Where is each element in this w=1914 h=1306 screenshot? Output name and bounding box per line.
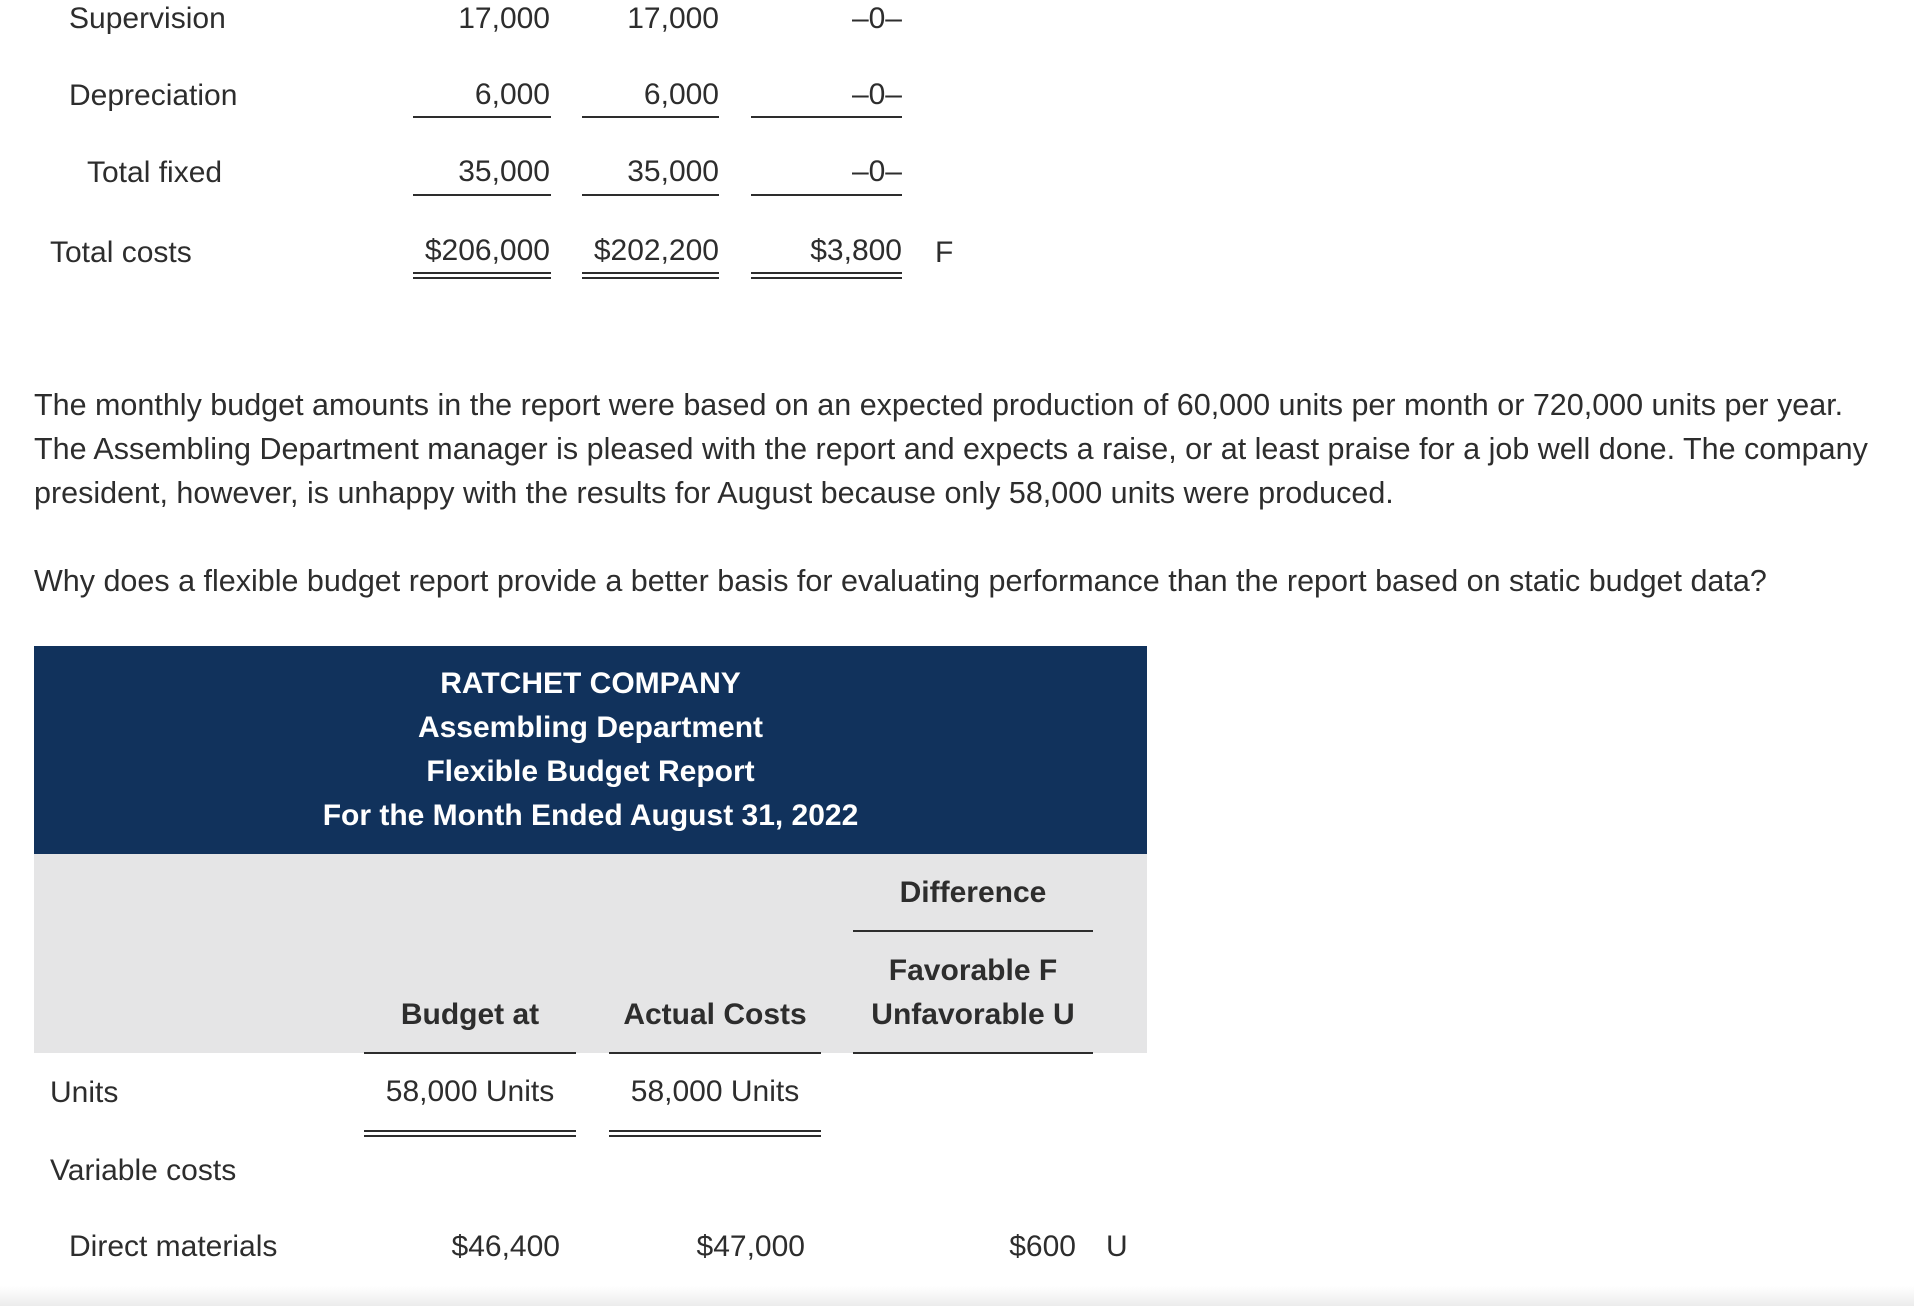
report-header xyxy=(34,646,1147,854)
question-text: Why does a flexible budget report provide a better basis for evaluating performance than the report based on static budget data? xyxy=(34,564,1767,598)
double-underline xyxy=(582,272,719,279)
row-label-total-fixed: Total fixed xyxy=(87,156,223,189)
total-costs-difference: $3,800 xyxy=(810,234,902,267)
underline xyxy=(413,116,551,118)
direct-materials-actual: $47,000 xyxy=(696,1230,805,1263)
total-fixed-actual: 35,000 xyxy=(627,155,719,188)
units-budget: 58,000 Units xyxy=(385,1075,555,1108)
company-name: RATCHET COMPANY xyxy=(440,667,741,700)
department-name: Assembling Department xyxy=(417,711,764,744)
direct-materials-difference: $600 xyxy=(1009,1230,1076,1263)
supervision-difference: –0– xyxy=(851,2,902,35)
row-label-supervision: Supervision xyxy=(69,2,226,35)
budget-column-header: Budget at xyxy=(400,998,540,1031)
underline xyxy=(853,930,1093,932)
bottom-edge xyxy=(0,1286,1914,1306)
underline xyxy=(582,116,719,118)
underline xyxy=(364,1052,576,1054)
underline xyxy=(751,116,902,118)
underline xyxy=(609,1052,821,1054)
total-fixed-budget: 35,000 xyxy=(458,155,550,188)
underline xyxy=(582,194,719,196)
row-label-direct-materials: Direct materials xyxy=(69,1230,278,1263)
total-costs-budget: $206,000 xyxy=(424,234,550,267)
total-costs-actual: $202,200 xyxy=(593,234,719,267)
row-label-units: Units xyxy=(50,1076,119,1109)
report-period: For the Month Ended August 31, 2022 xyxy=(322,799,859,832)
row-label-variable-costs: Variable costs xyxy=(50,1154,237,1187)
unfavorable-flag: U xyxy=(1106,1230,1128,1263)
underline xyxy=(751,194,902,196)
double-underline xyxy=(751,272,902,279)
row-label-depreciation: Depreciation xyxy=(69,79,238,112)
report-title: Flexible Budget Report xyxy=(426,755,755,788)
supervision-actual: 17,000 xyxy=(627,2,719,35)
total-fixed-difference: –0– xyxy=(851,155,902,188)
underline xyxy=(853,1052,1093,1054)
underline xyxy=(413,194,551,196)
double-underline xyxy=(609,1130,821,1137)
double-underline xyxy=(364,1130,576,1137)
difference-header: Difference xyxy=(899,876,1047,909)
double-underline xyxy=(413,272,551,279)
direct-materials-budget: $46,400 xyxy=(451,1230,560,1263)
favorable-header: Favorable F xyxy=(888,954,1058,987)
depreciation-difference: –0– xyxy=(851,78,902,111)
problem-paragraph: The monthly budget amounts in the report were based on an expected production of 60,000 units per month or 720,000 units per year. The Assembling Department manager is pleased with the report and expects a raise, or at least praise for a job well done. The company president, however, is unhappy with the results for August because only 58,000 units were produced. xyxy=(34,388,1868,510)
depreciation-budget: 6,000 xyxy=(474,78,550,111)
supervision-budget: 17,000 xyxy=(458,2,550,35)
favorable-flag: F xyxy=(935,236,954,269)
units-actual: 58,000 Units xyxy=(630,1075,800,1108)
unfavorable-header: Unfavorable U xyxy=(871,998,1075,1031)
depreciation-actual: 6,000 xyxy=(643,78,719,111)
row-label-total-costs: Total costs xyxy=(50,236,192,269)
actual-column-header: Actual Costs xyxy=(623,998,807,1031)
